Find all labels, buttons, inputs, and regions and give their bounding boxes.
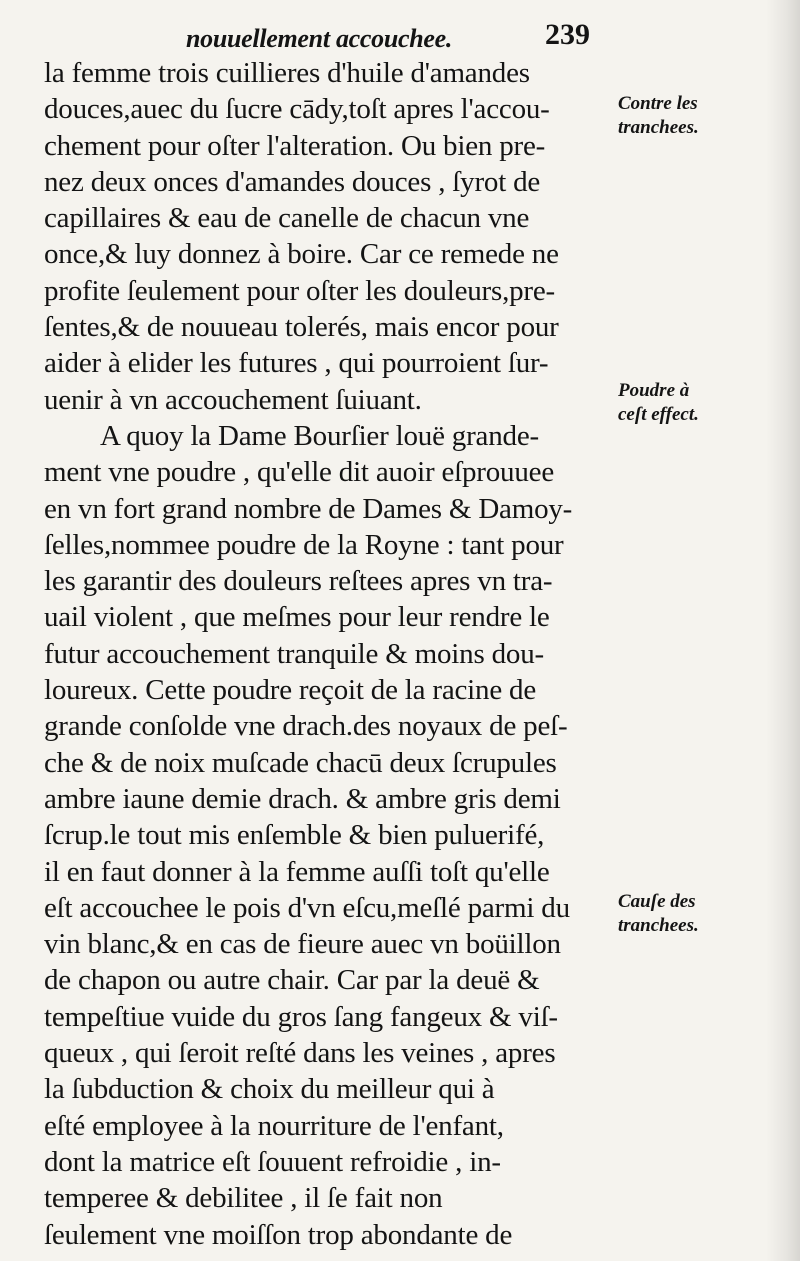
margin-note-line: Cauſe des: [618, 891, 696, 912]
margin-note-line: Poudre à: [618, 380, 690, 401]
page-edge-shadow: [766, 0, 800, 1261]
text-line: ment vne poudre , qu'elle dit auoir eſprouuee: [44, 456, 554, 489]
text-line: che & de noix muſcade chacū deux ſcrupules: [44, 746, 557, 779]
margin-note-line: tranchees.: [618, 117, 699, 138]
margin-note: [618, 92, 699, 140]
text-line: uail violent , que meſmes pour leur rendre le: [44, 601, 550, 634]
running-header: nouuellement accouchee.: [186, 24, 453, 53]
text-line: ſelles,nommee poudre de la Royne : tant pour: [44, 528, 564, 561]
text-line: douces,auec du ſucre cādy,toſt apres l'accou-: [44, 93, 550, 126]
text-line: de chapon ou autre chair. Car par la deuë &: [44, 964, 540, 997]
text-line: ambre iaune demie drach. & ambre gris demi: [44, 782, 561, 815]
margin-note: [618, 890, 699, 938]
text-line: la femme trois cuillieres d'huile d'amandes: [44, 57, 530, 89]
text-line: ſentes,& de nouueau tolerés, mais encor pour: [44, 311, 559, 344]
margin-note-line: Contre les: [618, 93, 698, 114]
text-line: ſeulement vne moiſſon trop abondante de: [44, 1218, 513, 1251]
text-line: eſté employee à la nourriture de l'enfant,: [44, 1109, 504, 1142]
text-line: capillaires & eau de canelle de chacun vne: [44, 202, 530, 235]
text-line: ſcrup.le tout mis enſemble & bien puluerifé,: [44, 819, 545, 852]
text-line: once,& luy donnez à boire. Car ce remede ne: [44, 238, 559, 271]
text-line: nez deux onces d'amandes douces , ſyrot de: [44, 165, 541, 198]
text-line: loureux. Cette poudre reçoit de la racine de: [44, 674, 537, 707]
text-line: queux , qui ſeroit reſté dans les veines , apres: [44, 1037, 556, 1070]
text-line: la ſubduction & choix du meilleur qui à: [44, 1073, 495, 1106]
margin-note-line: tranchees.: [618, 915, 699, 936]
text-line: profite ſeulement pour oſter les douleurs,pre-: [44, 274, 556, 307]
text-line: chement pour oſter l'alteration. Ou bien pre-: [44, 129, 546, 162]
page-number: 239: [545, 18, 590, 51]
text-line: vin blanc,& en cas de fieure auec vn boüillon: [44, 928, 561, 961]
text-line: dont la matrice eſt ſouuent refroidie , in-: [44, 1145, 501, 1178]
text-line: uenir à vn accouchement ſuiuant.: [44, 383, 422, 416]
text-line-paragraph-start: A quoy la Dame Bourſier louë grande-: [100, 419, 539, 452]
margin-note-line: ceſt effect.: [618, 404, 699, 425]
text-line: en vn fort grand nombre de Dames & Damoy-: [44, 492, 573, 525]
body-text: [44, 55, 616, 1253]
text-line: eſt accouchee le pois d'vn eſcu,meſlé parmi du: [44, 891, 570, 924]
text-line: temperee & debilitee , il ſe fait non: [44, 1182, 443, 1215]
text-line: grande conſolde vne drach.des noyaux de peſ-: [44, 710, 568, 743]
text-line: futur accouchement tranquile & moins dou-: [44, 637, 544, 670]
text-line: tempeſtiue vuide du gros ſang fangeux & viſ-: [44, 1000, 558, 1033]
text-line: il en faut donner à la femme auſſi toſt qu'elle: [44, 855, 550, 888]
text-line: les garantir des douleurs reſtees apres vn tra-: [44, 565, 553, 598]
margin-note: [618, 379, 699, 427]
text-line: aider à elider les futures , qui pourroient ſur-: [44, 347, 549, 380]
